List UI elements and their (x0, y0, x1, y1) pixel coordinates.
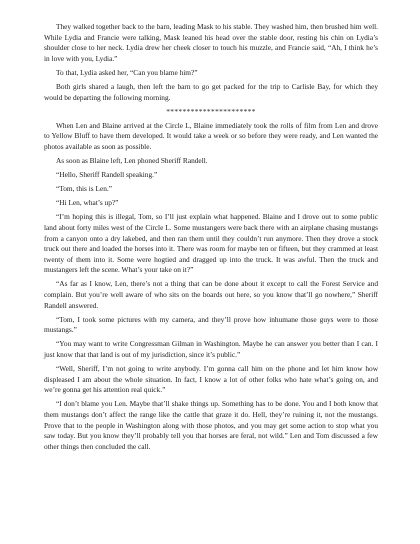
dialogue-line: “Hello, Sheriff Randell speaking.” (56, 170, 158, 180)
dialogue-line: “Hi Len, what’s up?” (56, 198, 119, 208)
paragraph-circle-l: When Len and Blaine arrived at the Circle L, Blaine immediately took the rolls of film from Len and drove to Yellow Bluff to have them developed. It would take a week or so before they were ready, and Len wanted the photos available as soon as possible. (44, 120, 378, 151)
dialogue-paragraph-pictures: “Tom, I took some pictures with my camera, and they’ll prove how inhumane those guys were to those mustangs.” (44, 314, 378, 335)
dialogue-paragraph-len-explains: “I’m hoping this is illegal, Tom, so I’ll just explain what happened. Blaine and I drove out to some public land about forty miles west of the Circle L. Some mustangers were back there with an airplane chasing mustangs from a canyon onto a dry lakebed, and then ran them until they couldn’t run anymore. Then they drove a stock truck out there and loaded the horses into it. There was room for maybe ten or fifteen, but they crammed at least twenty of them into it. Some were hogtied and dragged up into the truck. It was awful. Then the truck and mustangers left the scene. What’s your take on it?” (44, 212, 378, 275)
dialogue-paragraph-feral: “I don’t blame you Len. Maybe that’ll shake things up. Something has to be done. You and I both know that them mustangs don’t affect the range like the cattle that graze it do. Hell, they’re ruining it, not the mustangs. Prove that to the people in Washington along with those photos, and you may get some action to stop what you saw today. But you know they’ll probably tell you that horses are feral, not wild.” Len and Tom discussed a few other things then concluded the call. (44, 399, 378, 451)
paragraph-barn: They walked together back to the barn, leading Mask to his stable. They washed him, then brushed him well. While Lydia and Francie were talking, Mask leaned his head over the stable door, resting his chin on Lydia’s shoulder close to her neck. Lydia drew her cheek closer to touch his muzzle, and Francie said, “Ah, I think he’s in love with you, Lydia.” (44, 22, 378, 63)
dialogue-line: “Tom, this is Len.” (56, 184, 112, 194)
paragraph-phone-sheriff: As soon as Blaine left, Len phoned Sheriff Randell. (56, 156, 208, 166)
scene-break: ********************** (166, 106, 256, 116)
paragraph-lydia-question: To that, Lydia asked her, “Can you blame him?” (56, 67, 198, 77)
dialogue-paragraph-congressman: “You may want to write Congressman Gilman in Washington. Maybe he can answer you better than I can. I just know that that land is out of my jurisdiction, since it’s public.” (44, 339, 378, 360)
dialogue-paragraph-sheriff-answers: “As far as I know, Len, there’s not a thing that can be done about it except to call the Forest Service and complain. But you’re well aware of who sits on the boards out here, so you know that’ll go nowhere,” Sheriff Randell answered. (44, 279, 378, 310)
dialogue-paragraph-call-him: “Well, Sheriff, I’m not going to write anybody. I’m gonna call him on the phone and let him know how displeased I am about the whole situation. In fact, I know a lot of other folks who hate what’s going on, and we’re gonna get his attention real quick.” (44, 364, 378, 395)
paragraph-girls-laugh: Both girls shared a laugh, then left the barn to go get packed for the trip to Carlisle Bay, for which they would be departing the following morning. (44, 81, 378, 102)
